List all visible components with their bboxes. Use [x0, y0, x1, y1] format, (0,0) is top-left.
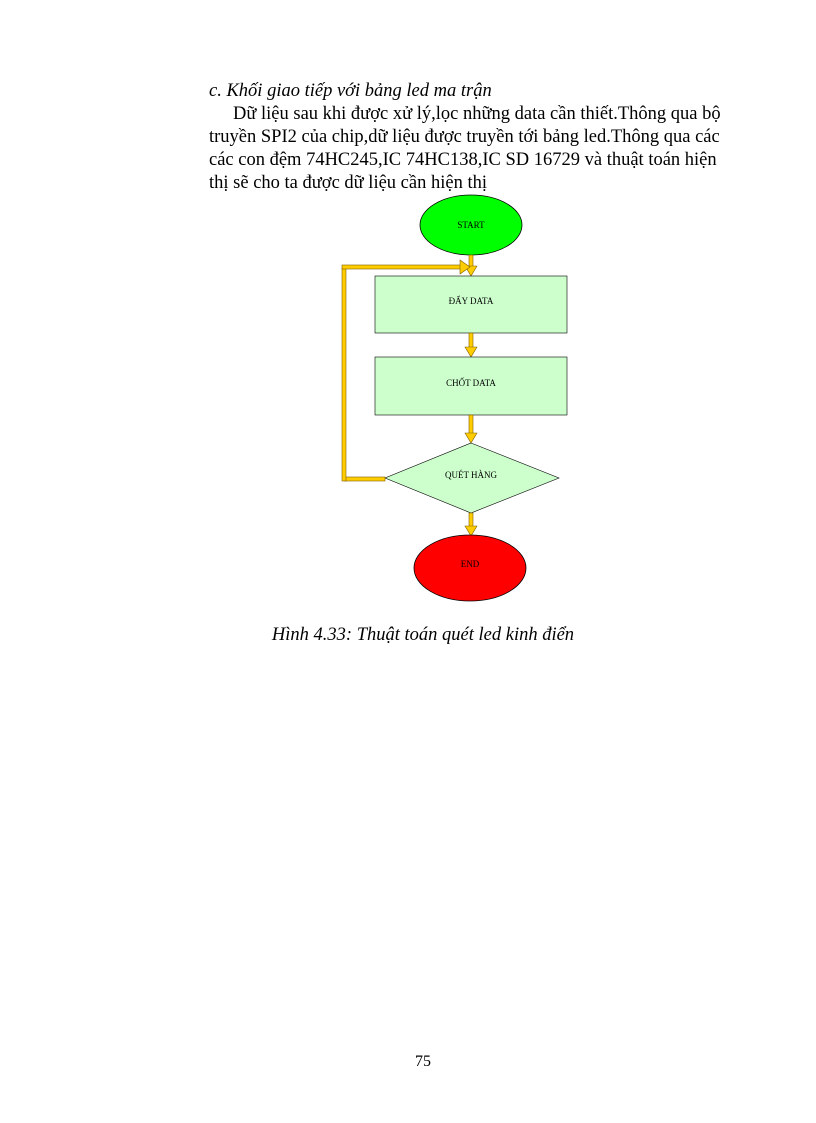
section-heading: c. Khối giao tiếp với bảng led ma trận [209, 81, 492, 101]
paragraph-line-3: các con đệm 74HC245,IC 74HC138,IC SD 16729 và thuật toán hiện [209, 150, 717, 170]
arrow-scan-to-end [465, 513, 477, 536]
paragraph-line-4: thị sẽ cho ta được dữ liệu cần hiện thị [209, 173, 487, 193]
arrow-latch-to-scan [465, 415, 477, 443]
scan-row-label: QUÉT HÀNG [444, 470, 498, 480]
latch-data-label: CHỐT DATA [446, 378, 496, 388]
paragraph-line-2: truyền SPI2 của chip,dữ liệu được truyền tới bảng led.Thông qua các [209, 127, 720, 147]
end-label: END [460, 559, 480, 569]
push-data-label: ĐẨY DATA [448, 296, 494, 306]
paragraph-line-1: Dữ liệu sau khi được xử lý,lọc những data cần thiết.Thông qua bộ [233, 104, 721, 124]
arrow-push-to-latch [465, 333, 477, 357]
page-number: 75 [415, 1053, 431, 1070]
start-label: START [457, 220, 485, 230]
figure-caption: Hình 4.33: Thuật toán quét led kinh điển [271, 625, 575, 645]
